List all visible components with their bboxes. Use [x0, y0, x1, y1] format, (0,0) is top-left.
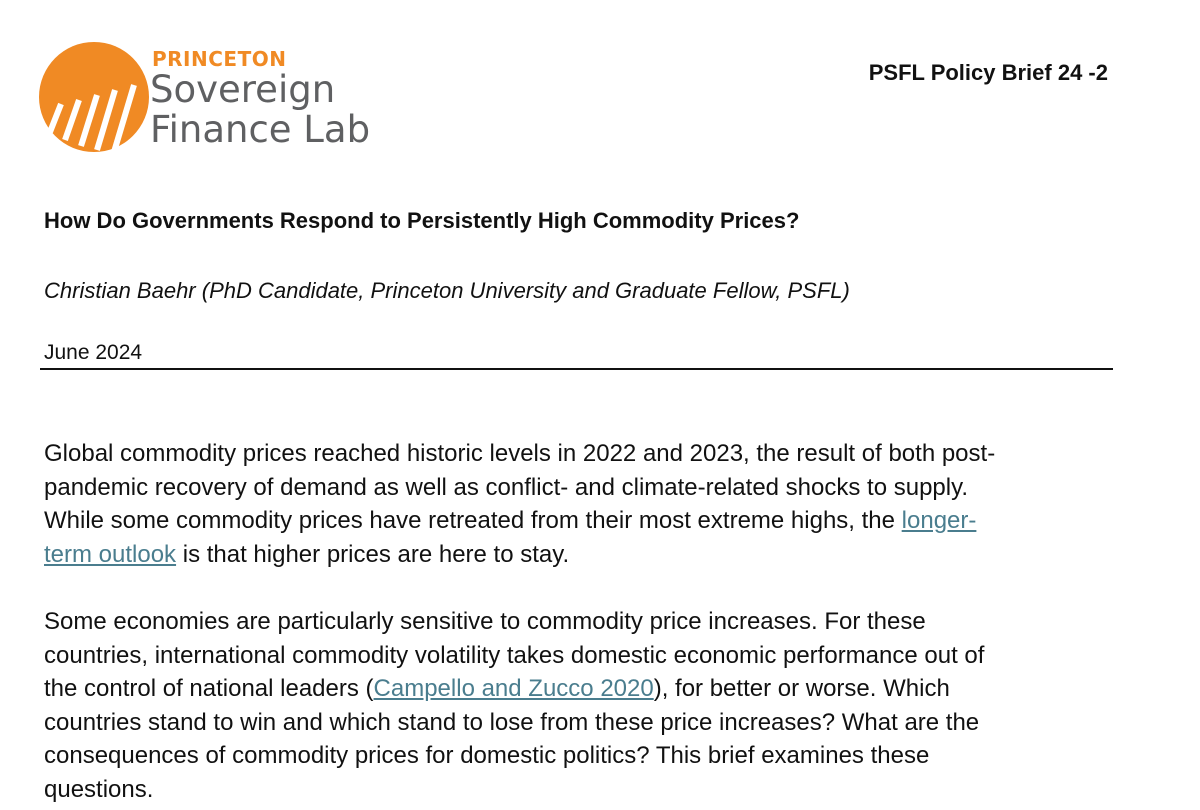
author-line: Christian Baehr (PhD Candidate, Princeton University and Graduate Fellow, PSFL) [44, 278, 850, 303]
logo-wordmark [150, 48, 370, 150]
logo-finance-lab-text: Finance Lab [150, 108, 371, 151]
paragraph-sensitivity-line-2: countries, international commodity volatility takes domestic economic performance out of [44, 641, 985, 669]
longer-term-outlook-link-part-2[interactable]: term outlook [44, 540, 177, 568]
paragraph-sensitivity-line-3-start: the control of national leaders ( [44, 675, 374, 702]
lab-logo-mark-icon [34, 40, 154, 155]
paragraph-intro-line-3: While some commodity prices have retreated from their most extreme highs, the [44, 507, 902, 534]
paragraph-intro [44, 437, 1124, 571]
document-title: How Do Governments Respond to Persistently High Commodity Prices? [44, 208, 800, 233]
header-divider [40, 368, 1113, 370]
logo-princeton-text: PRINCETON [152, 47, 287, 71]
publication-date: June 2024 [44, 341, 143, 364]
paragraph-sensitivity [44, 605, 1124, 806]
campello-zucco-2020-link[interactable]: Campello and Zucco 2020 [373, 675, 654, 702]
paragraph-sensitivity-line-1: Some economies are particularly sensitive to commodity price increases. For these [44, 608, 926, 635]
paragraph-sensitivity-line-5: consequences of commodity prices for domestic politics? This brief examines these [44, 742, 930, 769]
sovereign-finance-lab-logo [34, 40, 394, 155]
paragraph-intro-line-2: pandemic recovery of demand as well as conflict- and climate-related shocks to supply. [44, 473, 968, 501]
paragraph-sensitivity-line-6: questions. [44, 775, 154, 803]
paragraph-sensitivity-line-3-end: ), for better or worse. Which [653, 675, 950, 702]
paragraph-sensitivity-line-4: countries stand to win and which stand to lose from these price increases? What are the [44, 708, 980, 736]
paragraph-intro-line-1: Global commodity prices reached historic levels in 2022 and 2023, the result of both post- [44, 440, 996, 467]
longer-term-outlook-link-part-1[interactable]: longer- [901, 507, 977, 534]
policy-brief-id: PSFL Policy Brief 24 -2 [868, 60, 1108, 85]
paragraph-intro-line-4-rest: is that higher prices are here to stay. [176, 540, 570, 568]
logo-sovereign-text: Sovereign [150, 68, 336, 111]
